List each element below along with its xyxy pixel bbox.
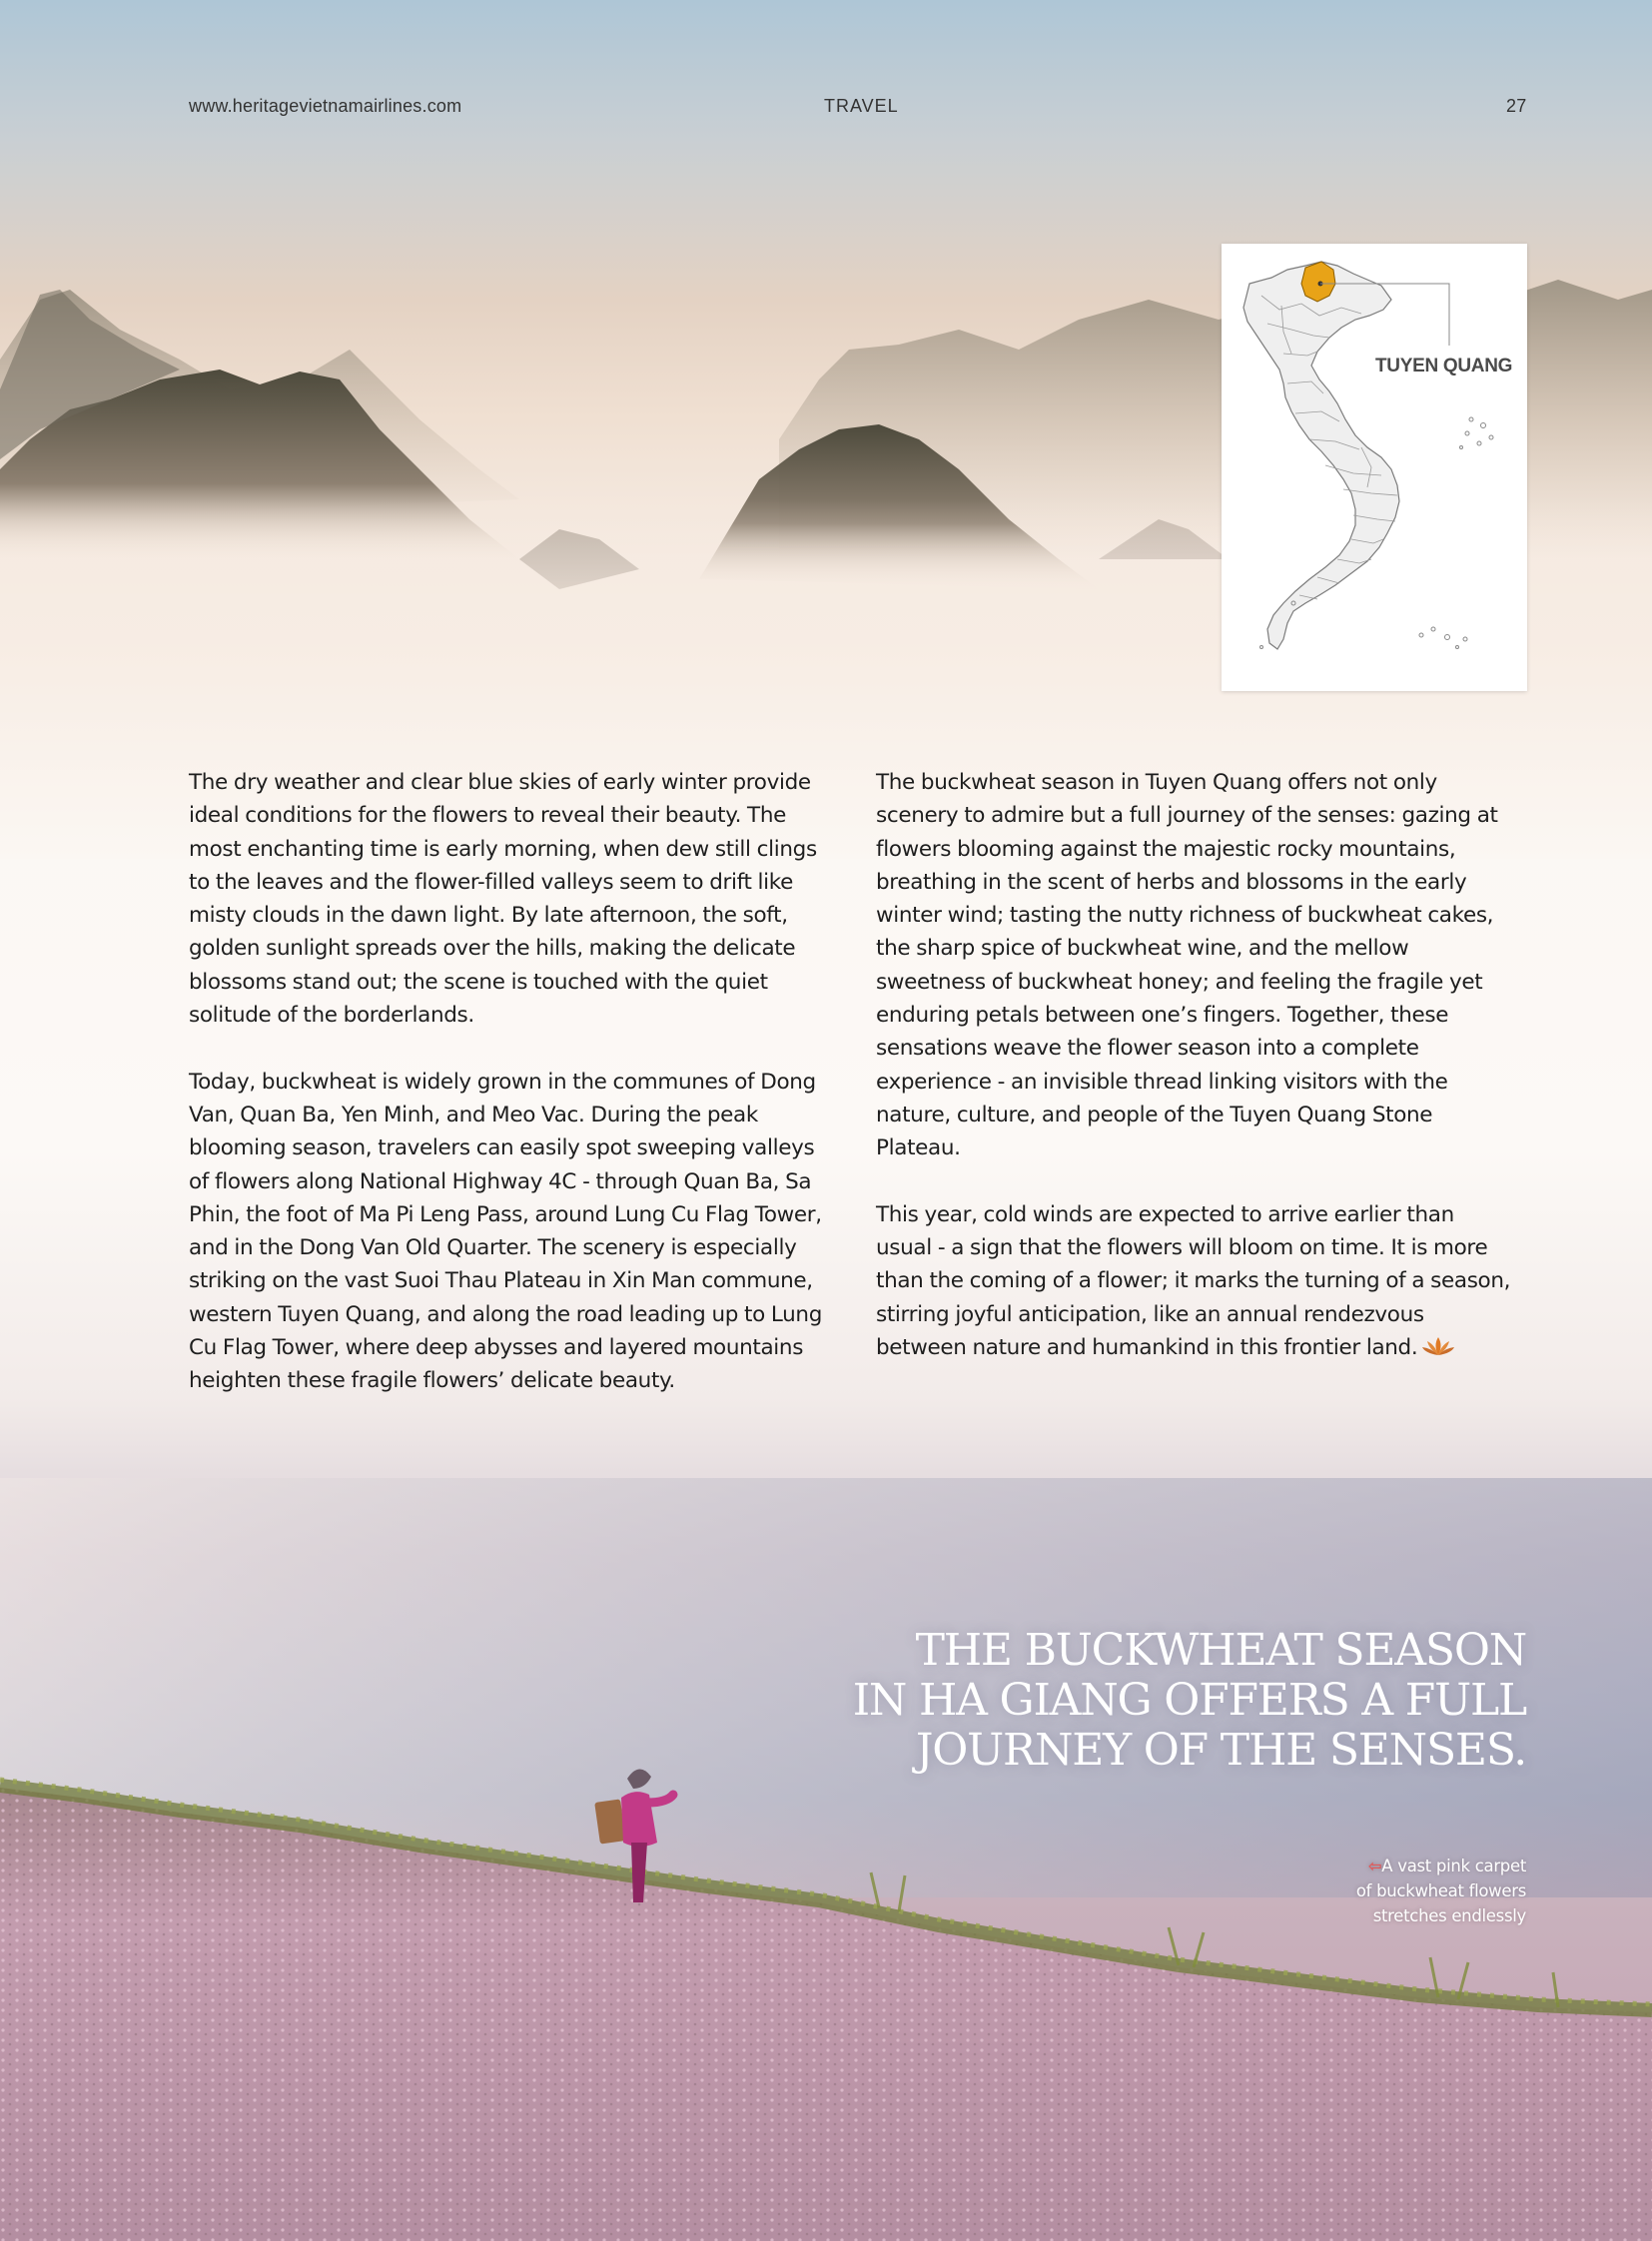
paragraph: The dry weather and clear blue skies of early winter provide ideal conditions for the flowers to reveal their beauty. The most enchanting time is early morning, when dew still clings to the leaves and the flower-filled valleys seem to drift like misty clouds in the dawn light. By late afternoon, the soft, golden sunlight spreads over the hills, making the delicate blossoms stand out; the scene is touched with the quiet solitude of the borderlands. [189,770,817,1029]
page-number: 27 [1506,96,1527,116]
map-label: TUYEN QUANG [1375,356,1513,376]
pull-quote-line: THE BUCKWHEAT SEASON [915,1625,1526,1676]
pull-quote-line: IN HA GIANG OFFERS A FULL [852,1675,1526,1726]
arrow-left-icon: ⇦ [1367,1857,1382,1875]
site-url[interactable]: www.heritagevietnamairlines.com [189,96,462,116]
caption-line: stretches endlessly [1372,1906,1526,1925]
photo-caption [1356,1854,1526,1928]
locator-map [1222,244,1527,691]
lotus-end-icon [1421,1335,1455,1357]
caption-line: of buckwheat flowers [1355,1881,1526,1900]
section-label: TRAVEL [824,96,899,116]
paragraph: Today, buckwheat is widely grown in the communes of Dong Van, Quan Ba, Yen Minh, and Meo Vac. During the peak blooming season, travelers can easily spot sweeping valleys of flowers along National Highway 4C - through Quan Ba, Sa Phin, the foot of Ma Pi Leng Pass, around Lung Cu Flag Tower, and in the Dong Van Old Quarter. The scenery is especially striking on the vast Suoi Thau Plateau in Xin Man commune, western Tuyen Quang, and along the road leading up to Lung Cu Flag Tower, where deep abysses and layered mountains heighten these fragile flowers’ delicate beauty. [189,1069,822,1394]
article-left-column [189,766,828,1431]
paragraph: This year, cold winds are expected to arrive earlier than usual - a sign that the flowers will bloom on time. It is more than the coming of a flower; it marks the turning of a season, stirring joyful anticipation, like an annual rendezvous between nature and humankind in this frontier land. [876,1201,1511,1361]
caption-line: A vast pink carpet [1381,1857,1526,1875]
paragraph: The buckwheat season in Tuyen Quang offers not only scenery to admire but a full journey of the senses: gazing at flowers blooming against the majestic rocky mountains, breathing in the scent of herbs and blossoms in the early winter wind; tasting the nutty richness of buckwheat cakes, the sharp spice of buckwheat wine, and the mellow sweetness of buckwheat honey; and feeling the fragile yet enduring petals between one’s fingers. Together, these sensations weave the flower season into a complete experience - an invisible thread linking visitors with the nature, culture, and people of the Tuyen Quang Stone Plateau. [876,770,1498,1161]
pull-quote [853,1626,1526,1776]
paragraph-with-end-mark [876,1198,1515,1364]
pull-quote-line: JOURNEY OF THE SENSES. [915,1725,1526,1776]
article-right-column [876,766,1515,1398]
vietnam-map-graphic [1222,244,1527,691]
vietnam-outline [1243,262,1399,649]
